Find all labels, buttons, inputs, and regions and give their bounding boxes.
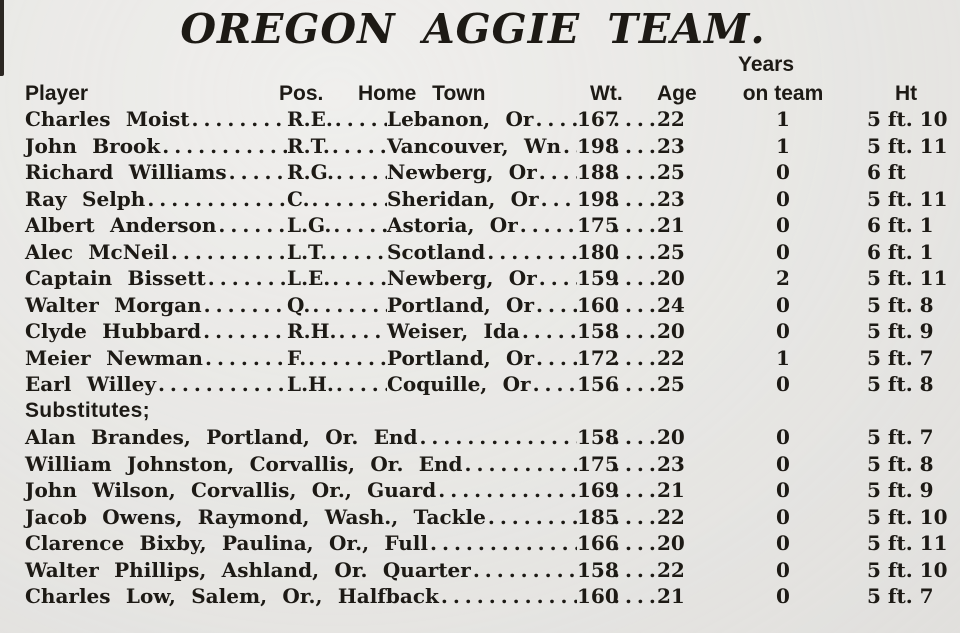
position: R.G. xyxy=(287,160,334,184)
dot-leader xyxy=(330,133,387,160)
column-header-age: Age xyxy=(657,82,697,105)
table-row xyxy=(25,292,960,319)
years-on-team: 0 xyxy=(776,451,790,476)
weight: 169 xyxy=(577,478,619,502)
age: 23 xyxy=(657,451,685,476)
dot-leader xyxy=(611,345,657,372)
table-row xyxy=(25,504,960,531)
home-town: Weiser, Ida xyxy=(387,319,520,343)
height: 5 ft. 11 xyxy=(867,133,948,158)
position: C. xyxy=(287,186,310,211)
age: 20 xyxy=(657,425,685,449)
dot-leader xyxy=(201,318,287,345)
dot-leader xyxy=(160,133,287,160)
dot-leader xyxy=(534,292,577,319)
table-row xyxy=(25,583,960,610)
dot-leader xyxy=(611,212,657,239)
dot-leader xyxy=(471,557,577,584)
player-name: Clyde Hubbard xyxy=(25,319,202,343)
weight: 198 xyxy=(577,186,619,211)
years-on-team: 0 xyxy=(776,186,790,211)
column-header-wt: Wt. xyxy=(590,82,623,105)
height: 6 ft xyxy=(867,160,906,184)
dot-leader xyxy=(611,477,657,504)
dot-leader xyxy=(306,345,387,372)
dot-leader xyxy=(611,106,657,133)
age: 25 xyxy=(657,239,685,264)
table-row xyxy=(25,133,960,160)
weight: 166 xyxy=(577,531,619,555)
years-on-team: 0 xyxy=(776,425,790,449)
age: 23 xyxy=(657,186,685,211)
years-on-team: 0 xyxy=(776,213,790,237)
years-on-team: 0 xyxy=(776,557,790,582)
table-row xyxy=(25,451,960,478)
player-name: Earl Willey xyxy=(25,372,156,396)
dot-leader xyxy=(463,451,577,478)
dot-leader xyxy=(611,557,657,584)
dot-leader xyxy=(485,239,577,266)
player-name: Captain Bissett xyxy=(25,266,206,290)
dot-leader xyxy=(539,186,577,213)
dot-leader xyxy=(611,265,657,292)
player-name: Meier Newman xyxy=(25,345,203,370)
years-on-team: 0 xyxy=(776,531,790,555)
player-name: Richard Williams xyxy=(25,160,227,184)
position: R.H. xyxy=(287,319,337,343)
substitute-description: Charles Low, Salem, Or., Halfback xyxy=(25,584,439,608)
table-row xyxy=(25,265,960,292)
home-town: Astoria, Or xyxy=(387,213,518,237)
height: 5 ft. 10 xyxy=(867,557,948,582)
age: 22 xyxy=(657,107,685,131)
dot-leader xyxy=(169,239,287,266)
weight: 172 xyxy=(577,345,619,370)
dot-leader xyxy=(518,212,577,239)
table-row xyxy=(25,530,960,557)
weight: 175 xyxy=(577,213,619,237)
player-name: Ray Selph xyxy=(25,186,146,211)
age: 22 xyxy=(657,557,685,582)
home-town: Newberg, Or xyxy=(387,266,537,290)
height: 5 ft. 9 xyxy=(867,319,934,343)
substitute-description: Jacob Owens, Raymond, Wash., Tackle xyxy=(25,504,486,529)
weight: 158 xyxy=(577,319,619,343)
age: 21 xyxy=(657,213,685,237)
weight: 158 xyxy=(577,425,619,449)
dot-leader xyxy=(533,106,577,133)
position: L.H. xyxy=(287,372,334,396)
table-row xyxy=(25,345,960,372)
player-name: Albert Anderson xyxy=(25,213,217,237)
weight: 160 xyxy=(577,584,619,608)
years-on-team: 0 xyxy=(776,504,790,529)
dot-leader xyxy=(331,212,387,239)
home-town: Scotland xyxy=(387,239,486,264)
dot-leader xyxy=(439,583,577,610)
years-on-team: 0 xyxy=(776,584,790,608)
years-on-team: 1 xyxy=(776,345,790,370)
weight: 156 xyxy=(577,372,619,396)
age: 25 xyxy=(657,160,685,184)
dot-leader xyxy=(216,212,287,239)
height: 5 ft. 11 xyxy=(867,186,948,211)
position: L.E. xyxy=(287,266,331,290)
table-row xyxy=(25,371,960,398)
dot-leader xyxy=(611,530,657,557)
substitute-description: Clarence Bixby, Paulina, Or., Full xyxy=(25,531,429,555)
table-row xyxy=(25,212,960,239)
page-title: OREGON AGGIE TEAM. xyxy=(180,5,766,53)
position: L.G. xyxy=(287,213,332,237)
dot-leader xyxy=(611,451,657,478)
position: F. xyxy=(287,345,307,370)
weight: 198 xyxy=(577,133,619,158)
table-row xyxy=(25,239,960,266)
player-name: John Brook xyxy=(25,133,161,158)
years-on-team: 0 xyxy=(776,372,790,396)
dot-leader xyxy=(531,371,577,398)
age: 21 xyxy=(657,478,685,502)
years-on-team: 1 xyxy=(776,133,790,158)
substitute-description: Walter Phillips, Ashland, Or. Quarter xyxy=(25,557,471,582)
height: 5 ft. 8 xyxy=(867,451,934,476)
dot-leader xyxy=(227,159,287,186)
dot-leader xyxy=(334,159,387,186)
column-header-player: Player xyxy=(25,82,89,105)
dot-leader xyxy=(611,371,657,398)
weight: 158 xyxy=(577,557,619,582)
years-on-team: 0 xyxy=(776,319,790,343)
years-on-team: 0 xyxy=(776,478,790,502)
dot-leader xyxy=(611,504,657,531)
position: Q. xyxy=(287,292,311,317)
roster-table xyxy=(25,106,960,610)
player-name: Charles Moist xyxy=(25,107,190,131)
column-header-years-line1: Years xyxy=(737,53,795,76)
home-town: Coquille, Or xyxy=(387,372,531,396)
years-on-team: 0 xyxy=(776,160,790,184)
height: 5 ft. 8 xyxy=(867,372,934,396)
column-header-home-town: Home Town xyxy=(358,82,486,105)
dot-leader xyxy=(417,424,577,451)
player-name: Walter Morgan xyxy=(25,292,202,317)
dot-leader xyxy=(537,159,577,186)
dot-leader xyxy=(310,186,387,213)
dot-leader xyxy=(330,265,387,292)
dot-leader xyxy=(611,583,657,610)
home-town: Vancouver, Wn xyxy=(387,133,561,158)
table-row xyxy=(25,557,960,584)
dot-leader xyxy=(436,477,577,504)
dot-leader xyxy=(611,292,657,319)
dot-leader xyxy=(561,133,577,160)
dot-leader xyxy=(611,133,657,160)
height: 6 ft. 1 xyxy=(867,213,934,237)
dot-leader xyxy=(156,371,287,398)
weight: 159 xyxy=(577,266,619,290)
weight: 160 xyxy=(577,292,619,317)
home-town: Lebanon, Or xyxy=(387,107,534,131)
dot-leader xyxy=(537,265,577,292)
table-row xyxy=(25,106,960,133)
age: 21 xyxy=(657,584,685,608)
player-name: Alec McNeil xyxy=(25,239,169,264)
position: L.T. xyxy=(287,239,328,264)
years-on-team: 2 xyxy=(776,266,790,290)
substitute-description: William Johnston, Corvallis, Or. End xyxy=(25,451,463,476)
dot-leader xyxy=(145,186,287,213)
home-town: Sheridan, Or xyxy=(387,186,539,211)
weight: 180 xyxy=(577,239,619,264)
weight: 185 xyxy=(577,504,619,529)
table-row xyxy=(25,318,960,345)
position: R.E. xyxy=(287,107,333,131)
dot-leader xyxy=(611,318,657,345)
table-row xyxy=(25,424,960,451)
dot-leader xyxy=(611,186,657,213)
weight: 175 xyxy=(577,451,619,476)
dot-leader xyxy=(611,239,657,266)
dot-leader xyxy=(428,530,577,557)
table-row xyxy=(25,159,960,186)
column-header-years-line2: on team xyxy=(742,82,824,105)
age: 25 xyxy=(657,372,685,396)
age: 23 xyxy=(657,133,685,158)
height: 5 ft. 9 xyxy=(867,478,934,502)
weight: 167 xyxy=(577,107,619,131)
height: 5 ft. 7 xyxy=(867,584,934,608)
dot-leader xyxy=(611,424,657,451)
dot-leader xyxy=(206,265,287,292)
dot-leader xyxy=(310,292,387,319)
substitutes-section-label: Substitutes; xyxy=(25,398,150,422)
years-on-team: 0 xyxy=(776,292,790,317)
dot-leader xyxy=(203,345,287,372)
age: 22 xyxy=(657,345,685,370)
dot-leader xyxy=(334,371,387,398)
dot-leader xyxy=(534,345,577,372)
age: 22 xyxy=(657,504,685,529)
age: 24 xyxy=(657,292,685,317)
table-row xyxy=(25,186,960,213)
height: 5 ft. 11 xyxy=(867,531,948,555)
dot-leader xyxy=(486,504,577,531)
substitute-description: Alan Brandes, Portland, Or. End xyxy=(25,425,418,449)
home-town: Newberg, Or xyxy=(387,160,537,184)
table-header-row xyxy=(25,80,960,107)
column-header-ht: Ht xyxy=(895,82,918,105)
age: 20 xyxy=(657,531,685,555)
substitute-description: John Wilson, Corvallis, Or., Guard xyxy=(25,478,437,502)
height: 5 ft. 8 xyxy=(867,292,934,317)
years-on-team: 1 xyxy=(776,107,790,131)
position: R.T. xyxy=(287,133,330,158)
table-row xyxy=(25,477,960,504)
home-town: Portland, Or xyxy=(387,292,534,317)
dot-leader xyxy=(333,106,387,133)
column-header-pos: Pos. xyxy=(279,82,324,105)
height: 6 ft. 1 xyxy=(867,239,934,264)
height: 5 ft. 11 xyxy=(867,266,948,290)
height: 5 ft. 7 xyxy=(867,425,934,449)
weight: 188 xyxy=(577,160,619,184)
height: 5 ft. 10 xyxy=(867,107,948,131)
age: 20 xyxy=(657,266,685,290)
height: 5 ft. 7 xyxy=(867,345,934,370)
years-on-team: 0 xyxy=(776,239,790,264)
dot-leader xyxy=(202,292,287,319)
dot-leader xyxy=(336,318,387,345)
dot-leader xyxy=(327,239,387,266)
dot-leader xyxy=(520,318,577,345)
dot-leader xyxy=(189,106,287,133)
dot-leader xyxy=(611,159,657,186)
home-town: Portland, Or xyxy=(387,345,534,370)
height: 5 ft. 10 xyxy=(867,504,948,529)
age: 20 xyxy=(657,319,685,343)
